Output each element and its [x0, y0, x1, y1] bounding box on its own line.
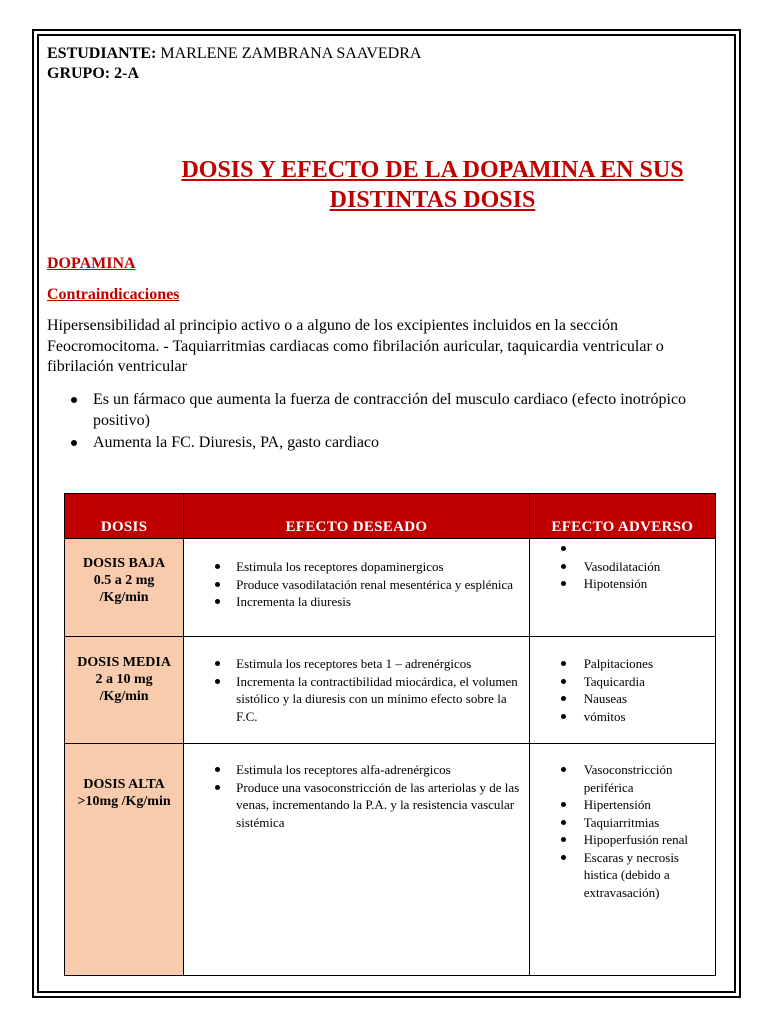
- list-item: Vasoconstricción periférica: [530, 761, 711, 796]
- list-item: Nauseas: [530, 690, 715, 708]
- list-item: Taquiarritmias: [530, 814, 711, 832]
- group-line: [47, 65, 139, 83]
- table-row: [65, 539, 716, 637]
- document-title: DOSIS Y EFECTO DE LA DOPAMINA EN SUS DISTINTAS DOSIS: [181, 157, 684, 213]
- adverse-effect-cell: [529, 637, 715, 744]
- contraindications-paragraph: Hipersensibilidad al principio activo o a alguno de los excipientes incluidos en la sección Feocromocitoma. - Taquiarritmias cardiacas como fibrilación auricular, taquicardia ventricular o fibrilación ventricular: [47, 317, 664, 375]
- list-item: Taquicardia: [530, 673, 715, 691]
- student-name: MARLENE ZAMBRANA SAAVEDRA: [160, 45, 422, 62]
- list-item: Incrementa la contractibilidad miocárdica, el volumen sistólico y la diuresis con un mínimo efecto sobre la F.C.: [184, 673, 521, 726]
- dose-label: DOSIS MEDIA: [77, 655, 171, 670]
- desired-effect-cell: [184, 744, 530, 976]
- dose-cell-baja: [65, 539, 184, 637]
- header-efecto-adverso: EFECTO ADVERSO: [529, 494, 715, 539]
- desired-effect-cell: [184, 539, 530, 637]
- adverse-effect-cell: [529, 744, 715, 976]
- table-header-row: [65, 494, 716, 539]
- dose-effect-table: [64, 493, 716, 976]
- dose-range: 0.5 a 2 mg: [93, 573, 155, 588]
- adverse-effect-cell: [529, 539, 715, 637]
- desired-effect-cell: [184, 637, 530, 744]
- group-label: GRUPO:: [47, 65, 111, 82]
- table-row: [65, 637, 716, 744]
- dose-cell-alta: [65, 744, 184, 976]
- section-heading-dopamina: DOPAMINA: [47, 255, 136, 272]
- list-item: Estimula los receptores alfa-adrenérgicos: [184, 761, 521, 779]
- bullet-item: Es un fármaco que aumenta la fuerza de contracción del musculo cardiaco (efecto inotrópico positivo): [47, 390, 707, 431]
- header-dosis: DOSIS: [65, 494, 184, 539]
- list-item: Hipoperfusión renal: [530, 831, 711, 849]
- dose-range: 2 a 10 mg: [95, 672, 153, 687]
- student-line: [47, 45, 421, 63]
- list-item: Vasodilatación: [530, 558, 715, 576]
- list-item: Hipotensión: [530, 575, 715, 593]
- bullet-item: Aumenta la FC. Diuresis, PA, gasto cardiaco: [47, 433, 707, 454]
- list-item: Hipertensión: [530, 796, 711, 814]
- dose-unit: /Kg/min: [99, 590, 149, 605]
- list-item: Palpitaciones: [530, 655, 715, 673]
- dopamine-bullet-list: [47, 390, 707, 456]
- dose-label: DOSIS ALTA: [83, 777, 165, 792]
- dose-range: >10mg /Kg/min: [77, 794, 171, 809]
- list-item: [530, 540, 715, 558]
- student-label: ESTUDIANTE:: [47, 45, 157, 62]
- list-item: Produce una vasoconstricción de las arteriolas y de las venas, incrementando la P.A. y la resistencia vascular sistémica: [184, 779, 521, 832]
- table-row: [65, 744, 716, 976]
- list-item: vómitos: [530, 708, 715, 726]
- list-item: Estimula los receptores dopaminergicos: [184, 558, 521, 576]
- list-item: Escaras y necrosis histica (debido a extravasación): [530, 849, 711, 902]
- list-item: Estimula los receptores beta 1 – adrenérgicos: [184, 655, 521, 673]
- dose-cell-media: [65, 637, 184, 744]
- group-value: 2-A: [114, 65, 139, 82]
- dose-unit: /Kg/min: [99, 689, 149, 704]
- header-efecto-deseado: EFECTO DESEADO: [184, 494, 530, 539]
- dose-label: DOSIS BAJA: [83, 556, 166, 571]
- list-item: Incrementa la diuresis: [184, 593, 521, 611]
- section-heading-contraindicaciones: Contraindicaciones: [47, 286, 180, 303]
- list-item: Produce vasodilatación renal mesentérica y esplénica: [184, 576, 521, 594]
